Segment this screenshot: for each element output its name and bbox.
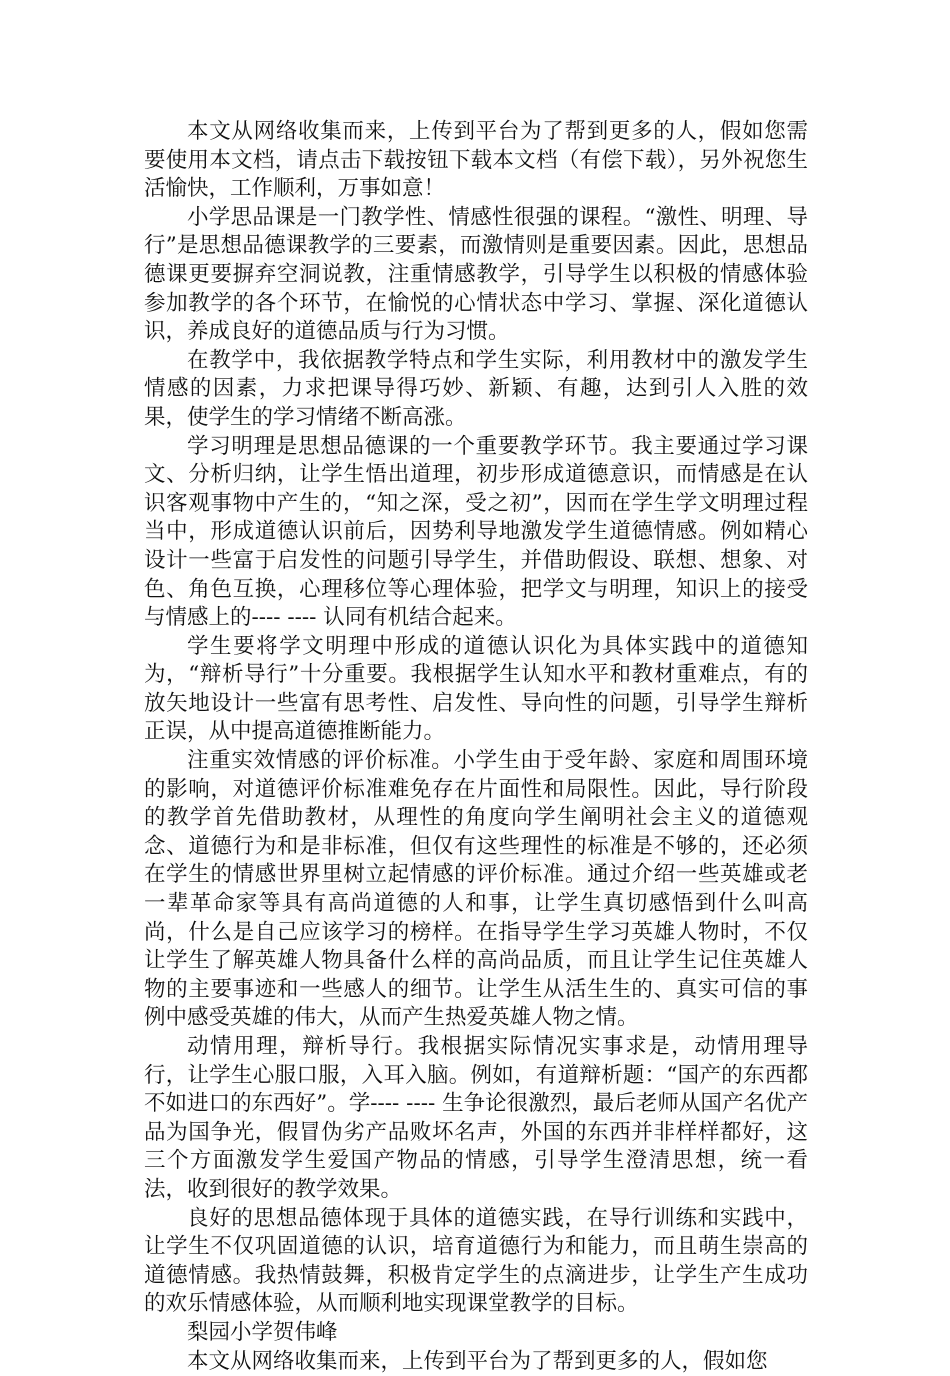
- paragraph-2: 在教学中，我依据教学特点和学生实际，利用教材中的激发学生情感的因素，力求把课导得巧妙、新颖、有趣，达到引人入胜的效果，使学生的学习情绪不断高涨。: [144, 347, 808, 430]
- paragraph-7: 良好的思想品德体现于具体的道德实践，在导行训练和实践中，让学生不仅巩固道德的认识，培育道德行为和能力，而且萌生崇高的道德情感。我热情鼓舞，积极肯定学生的点滴进步，让学生产生成功的欢乐情感体验，从而顺利地实现课堂教学的目标。: [144, 1205, 808, 1317]
- paragraph-footer-notice: 本文从网络收集而来，上传到平台为了帮到更多的人，假如您: [187, 1348, 768, 1374]
- paragraph-4: 学生要将学文明理中形成的道德认识化为具体实践中的道德知为，“辩析导行”十分重要。我根据学生认知水平和教材重难点，有的放矢地设计一些富有思考性、启发性、导向性的问题，引导学生辩析正误，从中提高道德推断能力。: [144, 633, 808, 745]
- paragraph-6: 动情用理，辩析导行。我根据实际情况实事求是，动情用理导行，让学生心服口服，入耳入脑。例如，有道辩析题：“国产的东西都不如进口的东西好”。学---- ---- 生争论很激烈，最后老师从国产名优产品为国争光，假冒伪劣产品败坏名声，外国的东西并非样样都好，这三个方面激发学生爱国产物品的情感，引导学生澄清思想，统一看法，收到很好的教学效果。: [144, 1034, 808, 1202]
- paragraph-intro-notice: 本文从网络收集而来，上传到平台为了帮到更多的人，假如您需要使用本文档，请点击下载按钮下载本文档（有偿下载），另外祝您生活愉快，工作顺利，万事如意！: [144, 119, 808, 202]
- paragraph-5: 注重实效情感的评价标准。小学生由于受年龄、家庭和周围环境的影响，对道德评价标准难免存在片面性和局限性。因此，导行阶段的教学首先借助教材，从理性的角度向学生阐明社会主义的道德观念、道德行为和是非标准，但仅有这些理性的标准是不够的，还必须在学生的情感世界里树立起情感的评价标准。通过介绍一些英雄或老一辈革命家等具有高尚道德的人和事，让学生真切感悟到什么叫高尚，什么是自己应该学习的榜样。在指导学生学习英雄人物时，不仅让学生了解英雄人物具备什么样的高尚品质，而且让学生记住英雄人物的主要事迹和一些感人的细节。让学生从活生生的、真实可信的事例中感受英雄的伟大，从而产生热爱英雄人物之情。: [144, 748, 808, 1031]
- author-signature: 梨园小学贺伟峰: [187, 1319, 338, 1345]
- paragraph-3: 学习明理是思想品德课的一个重要教学环节。我主要通过学习课文、分析归纳，让学生悟出道理，初步形成道德意识，而情感是在认识客观事物中产生的，“知之深，受之初”，因而在学生学文明理过程当中，形成道德认识前后，因势利导地激发学生道德情感。例如精心设计一些富于启发性的问题引导学生，并借助假设、联想、想象、对色、角色互换，心理移位等心理体验，把学文与明理，知识上的接受与情感上的---- ---- 认同有机结合起来。: [144, 433, 808, 631]
- document-page: [144, 118, 808, 1376]
- paragraph-1: 小学思品课是一门教学性、情感性很强的课程。“激性、明理、导行”是思想品德课教学的三要素，而激情则是重要因素。因此，思想品德课更要摒弃空洞说教，注重情感教学，引导学生以积极的情感体验参加教学的各个环节，在愉悦的心情状态中学习、掌握、深化道德认识，养成良好的道德品质与行为习惯。: [144, 204, 808, 345]
